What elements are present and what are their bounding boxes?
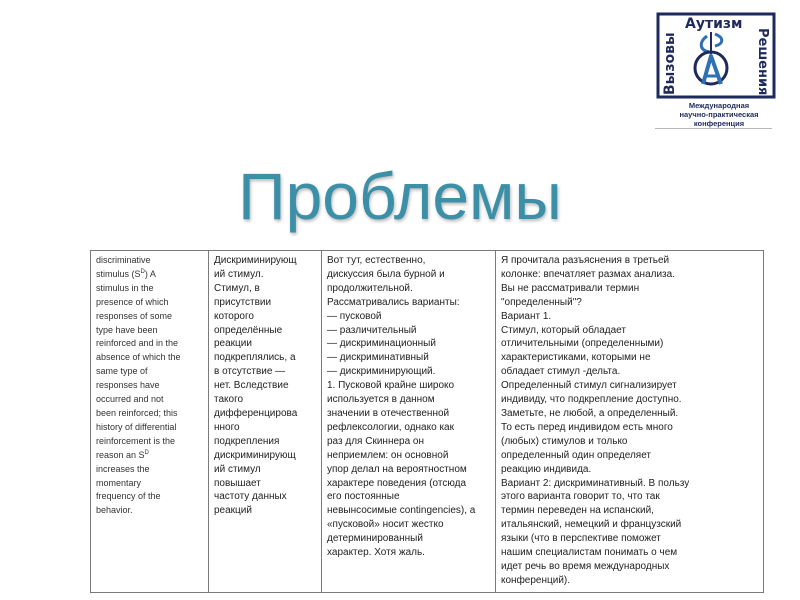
table-row bbox=[91, 251, 764, 593]
cell-line: 1. Пусковой крайне широко bbox=[327, 380, 455, 392]
cell-line-text: ) A bbox=[144, 268, 156, 279]
cell-line: такого bbox=[214, 394, 244, 406]
cell-line: Стимул, в bbox=[214, 282, 260, 294]
logo-caption bbox=[654, 101, 784, 128]
cell-line: индивиду, что подкрепление доступно. bbox=[501, 394, 682, 406]
cell-line: То есть перед индивидом есть много bbox=[501, 421, 673, 433]
divider bbox=[655, 128, 772, 129]
cell-line: присутствии bbox=[214, 296, 272, 308]
slide-title: Проблемы bbox=[238, 159, 562, 233]
cell-line: определённые bbox=[214, 324, 283, 336]
cell-line: в отсутствие — bbox=[214, 366, 286, 378]
logo-caption-line: научно-практическая bbox=[679, 110, 759, 119]
cell-line: history of differential bbox=[96, 421, 177, 432]
cell-line: behavior. bbox=[96, 505, 133, 516]
cell-line: нного bbox=[214, 421, 240, 433]
terminology-table bbox=[90, 250, 764, 593]
cell-line: реакций bbox=[214, 505, 252, 517]
cell-line: отличительными (определенными) bbox=[501, 338, 664, 350]
logo-left-word: Вызовы bbox=[662, 32, 678, 95]
cell-line: Рассматривались варианты: bbox=[327, 296, 460, 308]
cell-line: frequency of the bbox=[96, 491, 161, 502]
superscript: D bbox=[144, 449, 149, 456]
cell-line: дискриминирующ bbox=[214, 449, 296, 461]
cell-line: значении в отечественной bbox=[327, 407, 450, 419]
cell-line: обладает стимул -дельта. bbox=[501, 366, 621, 378]
cell-line: Дискриминирующ bbox=[214, 255, 297, 266]
cell-line: same type of bbox=[96, 366, 148, 377]
cell-line: Заметьте, не любой, а определенный. bbox=[501, 407, 679, 419]
cell-line: Я прочитала разъяснения в третьей bbox=[501, 255, 670, 266]
cell-line: — дискриминационный bbox=[327, 338, 436, 350]
cell-line: детерминированный bbox=[327, 533, 423, 545]
cell-line: неприемлем: он основной bbox=[327, 449, 449, 461]
cell-line: рефлексологии, однако как bbox=[327, 421, 454, 433]
logo-right-word: Решения bbox=[755, 28, 770, 96]
cell-line: дискуссия была бурной и bbox=[327, 268, 445, 280]
cell-line: Стимул, который обладает bbox=[501, 324, 626, 336]
logo-caption-line: Международная bbox=[688, 101, 750, 110]
cell-line: "определенный"? bbox=[501, 296, 582, 308]
cell-line: stimulus in the bbox=[96, 282, 154, 293]
cell-line: которого bbox=[214, 310, 254, 322]
cell-line: раз для Скиннера он bbox=[327, 435, 425, 447]
comment-cell bbox=[496, 251, 764, 593]
cell-line: Вы не рассматривали термин bbox=[501, 282, 640, 294]
discussion-cell bbox=[322, 251, 496, 593]
cell-line: — различительный bbox=[327, 324, 417, 336]
cell-line: продолжительной. bbox=[327, 282, 413, 294]
cell-line: используется в данном bbox=[327, 394, 435, 406]
cell-line: характере поведения (отсюда bbox=[327, 477, 467, 489]
cell-line: reinforcement is the bbox=[96, 435, 176, 446]
cell-line: термин переведен на испанский, bbox=[501, 505, 654, 517]
cell-line: reinforced and in the bbox=[96, 338, 179, 349]
cell-line: type have been bbox=[96, 324, 158, 335]
english-definition-cell bbox=[91, 251, 209, 593]
cell-line: Вариант 1. bbox=[501, 310, 552, 322]
cell-line: responses of some bbox=[96, 310, 173, 321]
logo-emblem-icon bbox=[695, 32, 727, 84]
cell-line: языки (что в перспективе поможет bbox=[501, 533, 661, 545]
cell-line: increases the bbox=[96, 463, 150, 474]
russian-translation-cell bbox=[209, 251, 322, 593]
autism-logo-icon bbox=[641, 10, 781, 102]
cell-line: частоту данных bbox=[214, 491, 287, 503]
cell-line: подкрепления bbox=[214, 435, 280, 447]
cell-line-text: reason an S bbox=[96, 449, 145, 460]
cell-line: Вариант 2: дискриминативный. В пользу bbox=[501, 477, 690, 489]
cell-line: (любых) стимулов и только bbox=[501, 435, 628, 447]
cell-line: presence of which bbox=[96, 296, 169, 307]
cell-line: дифференцирова bbox=[214, 407, 298, 419]
cell-line: нашим специалистам понимать о чем bbox=[501, 547, 678, 559]
cell-line: реакцию индивида. bbox=[501, 463, 592, 475]
cell-line: ий стимул bbox=[214, 463, 261, 475]
cell-line: характеристиками, которыми не bbox=[501, 352, 651, 364]
cell-line: характер. Хотя жаль. bbox=[327, 547, 425, 559]
cell-line: его постоянные bbox=[327, 491, 400, 503]
cell-line: absence of which the bbox=[96, 352, 181, 363]
cell-line: been reinforced; this bbox=[96, 407, 178, 418]
cell-line: Определенный стимул сигнализирует bbox=[501, 380, 677, 392]
logo-caption-line: конференция bbox=[693, 119, 745, 128]
cell-line: discriminative bbox=[96, 255, 151, 265]
cell-line: конференций). bbox=[501, 574, 571, 586]
cell-line: momentary bbox=[96, 477, 142, 488]
cell-line: подкреплялись, а bbox=[214, 352, 296, 364]
cell-line: — дискриминативный bbox=[327, 352, 429, 364]
cell-line: колонке: впечатляет размах анализа. bbox=[501, 268, 675, 280]
cell-line: ий стимул. bbox=[214, 268, 264, 280]
cell-line: нет. Вследствие bbox=[214, 380, 289, 392]
cell-line bbox=[96, 449, 204, 463]
cell-line-text: stimulus (S bbox=[96, 268, 141, 279]
cell-line: responses have bbox=[96, 380, 160, 391]
cell-line: невынсосимые contingencies), а bbox=[327, 505, 476, 517]
cell-line: упор делал на вероятностном bbox=[327, 463, 467, 475]
cell-line: «пусковой» носит жестко bbox=[327, 519, 444, 531]
cell-line: реакции bbox=[214, 338, 252, 350]
cell-line: этого варианта говорит то, что так bbox=[501, 491, 660, 503]
cell-line: occurred and not bbox=[96, 394, 164, 405]
cell-line: — дискриминирующий. bbox=[327, 366, 436, 378]
cell-line: итальянский, немецкий и французский bbox=[501, 519, 682, 531]
cell-line: определенный один определяет bbox=[501, 449, 652, 461]
cell-line: идет речь во время международных bbox=[501, 560, 670, 572]
cell-line: повышает bbox=[214, 477, 261, 489]
cell-line: — пусковой bbox=[327, 310, 382, 322]
logo-top-word: Аутизм bbox=[685, 16, 743, 32]
cell-line bbox=[96, 268, 204, 282]
cell-line: Вот тут, естественно, bbox=[327, 255, 426, 266]
superscript: D bbox=[140, 268, 145, 275]
